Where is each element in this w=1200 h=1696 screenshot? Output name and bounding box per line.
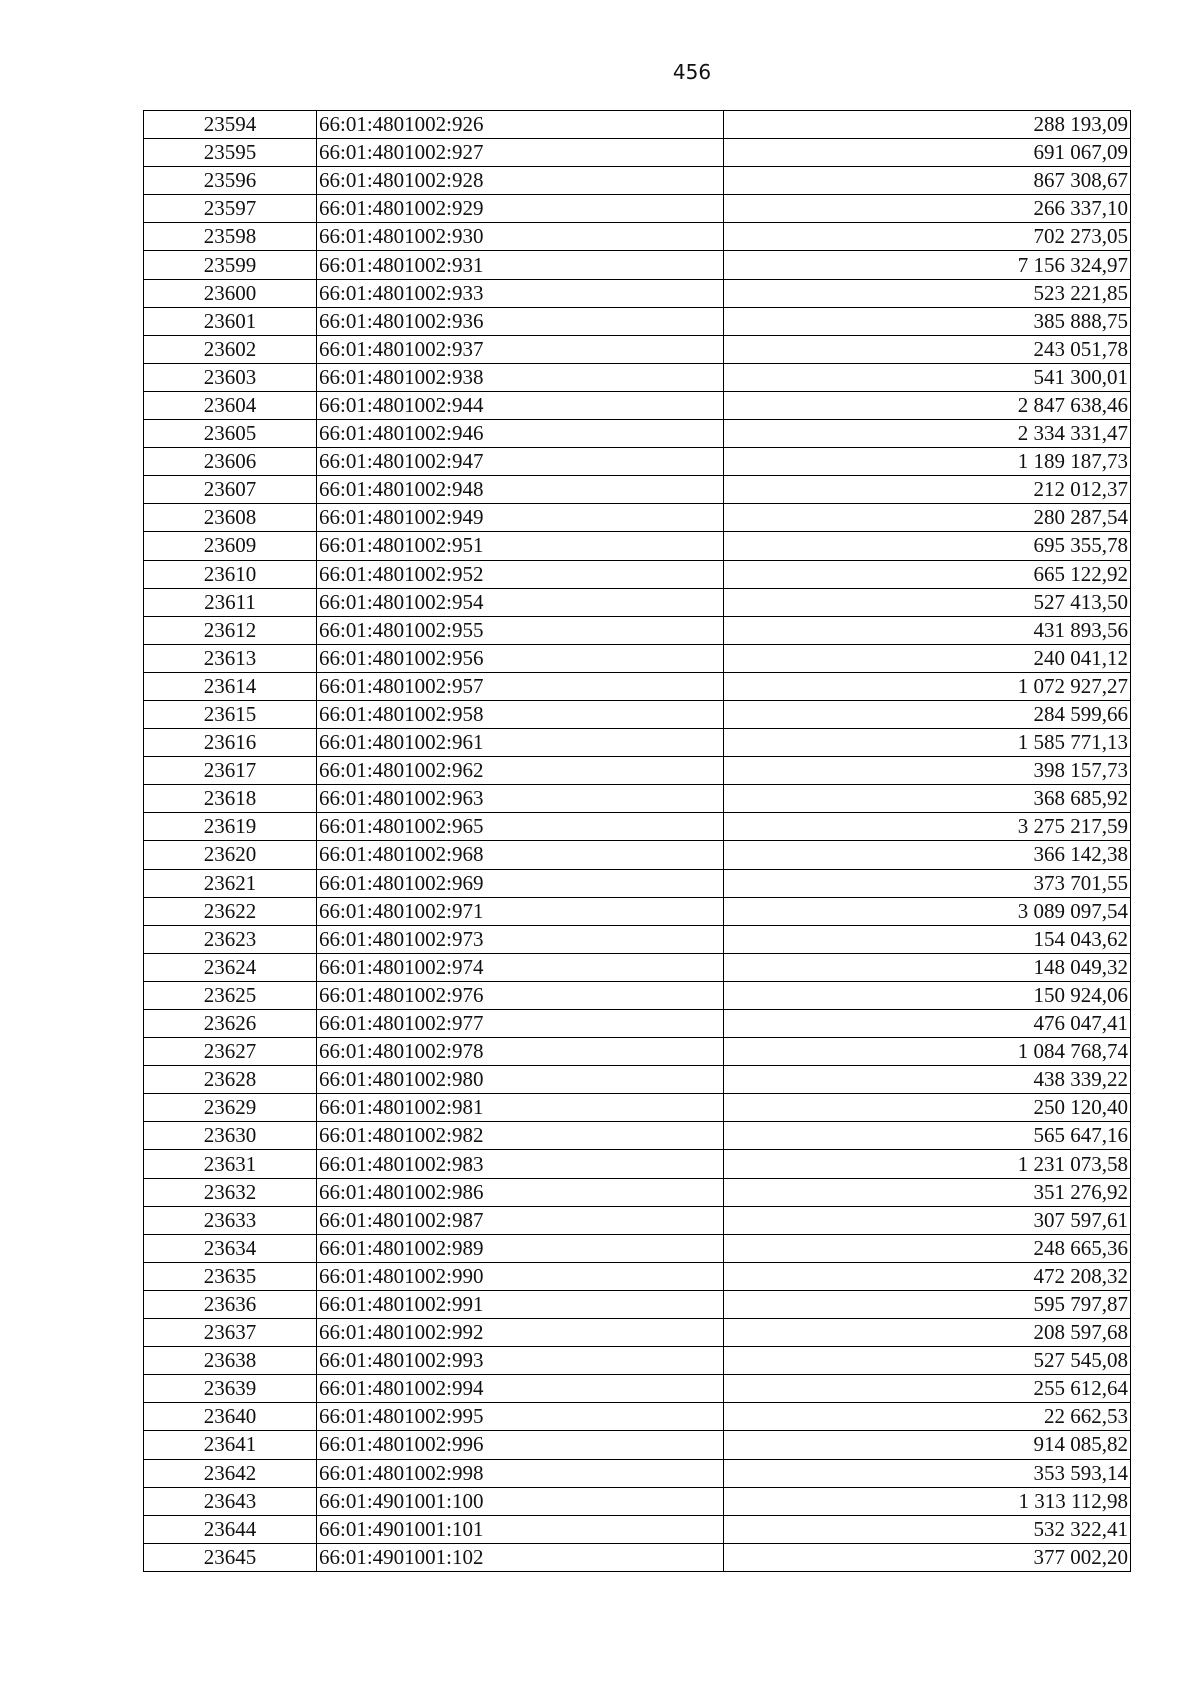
- row-number-cell: 23613: [144, 644, 317, 672]
- value-cell: 914 085,82: [724, 1431, 1131, 1459]
- cadastral-number-cell: 66:01:4801002:949: [317, 504, 724, 532]
- cadastral-number-cell: 66:01:4801002:980: [317, 1066, 724, 1094]
- cadastral-number-cell: 66:01:4801002:987: [317, 1206, 724, 1234]
- row-number-cell: 23639: [144, 1375, 317, 1403]
- value-cell: 695 355,78: [724, 532, 1131, 560]
- value-cell: 595 797,87: [724, 1290, 1131, 1318]
- value-cell: 527 545,08: [724, 1347, 1131, 1375]
- table-body: [144, 111, 1131, 1572]
- row-number-cell: 23642: [144, 1459, 317, 1487]
- value-cell: 472 208,32: [724, 1262, 1131, 1290]
- cadastral-number-cell: 66:01:4801002:968: [317, 841, 724, 869]
- value-cell: 1 084 768,74: [724, 1038, 1131, 1066]
- row-number-cell: 23620: [144, 841, 317, 869]
- row-number-cell: 23600: [144, 279, 317, 307]
- cadastral-number-cell: 66:01:4801002:965: [317, 813, 724, 841]
- row-number-cell: 23611: [144, 588, 317, 616]
- row-number-cell: 23644: [144, 1515, 317, 1543]
- table-row: [144, 953, 1131, 981]
- cadastral-number-cell: 66:01:4801002:986: [317, 1178, 724, 1206]
- cadastral-number-cell: 66:01:4801002:926: [317, 111, 724, 139]
- cadastral-number-cell: 66:01:4801002:969: [317, 869, 724, 897]
- cadastral-number-cell: 66:01:4801002:998: [317, 1459, 724, 1487]
- value-cell: 154 043,62: [724, 925, 1131, 953]
- row-number-cell: 23633: [144, 1206, 317, 1234]
- value-cell: 373 701,55: [724, 869, 1131, 897]
- table-row: [144, 729, 1131, 757]
- cadastral-number-cell: 66:01:4801002:981: [317, 1094, 724, 1122]
- cadastral-number-cell: 66:01:4801002:947: [317, 448, 724, 476]
- value-cell: 266 337,10: [724, 195, 1131, 223]
- cadastral-number-cell: 66:01:4801002:971: [317, 897, 724, 925]
- value-cell: 240 041,12: [724, 644, 1131, 672]
- row-number-cell: 23606: [144, 448, 317, 476]
- row-number-cell: 23610: [144, 560, 317, 588]
- value-cell: 3 275 217,59: [724, 813, 1131, 841]
- table-row: [144, 1038, 1131, 1066]
- value-cell: 377 002,20: [724, 1543, 1131, 1571]
- cadastral-number-cell: 66:01:4801002:958: [317, 700, 724, 728]
- value-cell: 532 322,41: [724, 1515, 1131, 1543]
- row-number-cell: 23622: [144, 897, 317, 925]
- value-cell: 476 047,41: [724, 1010, 1131, 1038]
- cadastral-number-cell: 66:01:4801002:983: [317, 1150, 724, 1178]
- cadastral-number-cell: 66:01:4801002:961: [317, 729, 724, 757]
- table-row: [144, 925, 1131, 953]
- value-cell: 438 339,22: [724, 1066, 1131, 1094]
- cadastral-number-cell: 66:01:4801002:991: [317, 1290, 724, 1318]
- table-row: [144, 223, 1131, 251]
- table-row: [144, 363, 1131, 391]
- table-row: [144, 251, 1131, 279]
- value-cell: 565 647,16: [724, 1122, 1131, 1150]
- cadastral-number-cell: 66:01:4801002:948: [317, 476, 724, 504]
- row-number-cell: 23596: [144, 167, 317, 195]
- cadastral-number-cell: 66:01:4801002:973: [317, 925, 724, 953]
- cadastral-number-cell: 66:01:4801002:962: [317, 757, 724, 785]
- value-cell: 22 662,53: [724, 1403, 1131, 1431]
- value-cell: 541 300,01: [724, 363, 1131, 391]
- row-number-cell: 23602: [144, 335, 317, 363]
- value-cell: 255 612,64: [724, 1375, 1131, 1403]
- table-row: [144, 335, 1131, 363]
- value-cell: 148 049,32: [724, 953, 1131, 981]
- row-number-cell: 23594: [144, 111, 317, 139]
- value-cell: 248 665,36: [724, 1234, 1131, 1262]
- table-row: [144, 1290, 1131, 1318]
- value-cell: 1 313 112,98: [724, 1487, 1131, 1515]
- table-row: [144, 644, 1131, 672]
- cadastral-number-cell: 66:01:4801002:936: [317, 307, 724, 335]
- cadastral-number-cell: 66:01:4801002:978: [317, 1038, 724, 1066]
- cadastral-number-cell: 66:01:4801002:994: [317, 1375, 724, 1403]
- table-row: [144, 195, 1131, 223]
- row-number-cell: 23608: [144, 504, 317, 532]
- cadastral-number-cell: 66:01:4801002:996: [317, 1431, 724, 1459]
- cadastral-number-cell: 66:01:4801002:938: [317, 363, 724, 391]
- table-row: [144, 785, 1131, 813]
- table-row: [144, 700, 1131, 728]
- row-number-cell: 23595: [144, 139, 317, 167]
- table-row: [144, 307, 1131, 335]
- cadastral-number-cell: 66:01:4801002:933: [317, 279, 724, 307]
- row-number-cell: 23645: [144, 1543, 317, 1571]
- cadastral-number-cell: 66:01:4801002:977: [317, 1010, 724, 1038]
- cadastral-number-cell: 66:01:4801002:944: [317, 391, 724, 419]
- cadastral-number-cell: 66:01:4901001:102: [317, 1543, 724, 1571]
- table-row: [144, 1178, 1131, 1206]
- row-number-cell: 23626: [144, 1010, 317, 1038]
- table-row: [144, 391, 1131, 419]
- row-number-cell: 23643: [144, 1487, 317, 1515]
- table-row: [144, 1403, 1131, 1431]
- cadastral-number-cell: 66:01:4801002:982: [317, 1122, 724, 1150]
- value-cell: 1 231 073,58: [724, 1150, 1131, 1178]
- table-row: [144, 1206, 1131, 1234]
- table-row: [144, 1347, 1131, 1375]
- value-cell: 243 051,78: [724, 335, 1131, 363]
- row-number-cell: 23638: [144, 1347, 317, 1375]
- value-cell: 527 413,50: [724, 588, 1131, 616]
- row-number-cell: 23636: [144, 1290, 317, 1318]
- row-number-cell: 23616: [144, 729, 317, 757]
- table-row: [144, 167, 1131, 195]
- table-row: [144, 981, 1131, 1009]
- row-number-cell: 23631: [144, 1150, 317, 1178]
- value-cell: 702 273,05: [724, 223, 1131, 251]
- row-number-cell: 23617: [144, 757, 317, 785]
- row-number-cell: 23598: [144, 223, 317, 251]
- cadastral-number-cell: 66:01:4801002:930: [317, 223, 724, 251]
- value-cell: 867 308,67: [724, 167, 1131, 195]
- value-cell: 431 893,56: [724, 616, 1131, 644]
- value-cell: 351 276,92: [724, 1178, 1131, 1206]
- cadastral-number-cell: 66:01:4801002:927: [317, 139, 724, 167]
- value-cell: 665 122,92: [724, 560, 1131, 588]
- table-row: [144, 111, 1131, 139]
- value-cell: 150 924,06: [724, 981, 1131, 1009]
- table-row: [144, 1010, 1131, 1038]
- row-number-cell: 23619: [144, 813, 317, 841]
- row-number-cell: 23597: [144, 195, 317, 223]
- table-row: [144, 841, 1131, 869]
- table-row: [144, 1262, 1131, 1290]
- table-row: [144, 448, 1131, 476]
- table-row: [144, 813, 1131, 841]
- row-number-cell: 23618: [144, 785, 317, 813]
- table-row: [144, 532, 1131, 560]
- table-row: [144, 1319, 1131, 1347]
- table-row: [144, 1094, 1131, 1122]
- row-number-cell: 23623: [144, 925, 317, 953]
- cadastral-number-cell: 66:01:4801002:955: [317, 616, 724, 644]
- cadastral-number-cell: 66:01:4801002:993: [317, 1347, 724, 1375]
- data-table: [143, 110, 1131, 1572]
- cadastral-number-cell: 66:01:4801002:946: [317, 420, 724, 448]
- value-cell: 3 089 097,54: [724, 897, 1131, 925]
- cadastral-number-cell: 66:01:4801002:952: [317, 560, 724, 588]
- row-number-cell: 23640: [144, 1403, 317, 1431]
- cadastral-number-cell: 66:01:4801002:931: [317, 251, 724, 279]
- table-row: [144, 476, 1131, 504]
- row-number-cell: 23635: [144, 1262, 317, 1290]
- table-row: [144, 1150, 1131, 1178]
- cadastral-number-cell: 66:01:4801002:976: [317, 981, 724, 1009]
- row-number-cell: 23627: [144, 1038, 317, 1066]
- table-row: [144, 1487, 1131, 1515]
- row-number-cell: 23630: [144, 1122, 317, 1150]
- row-number-cell: 23609: [144, 532, 317, 560]
- cadastral-number-cell: 66:01:4801002:957: [317, 672, 724, 700]
- cadastral-number-cell: 66:01:4801002:990: [317, 1262, 724, 1290]
- table-row: [144, 560, 1131, 588]
- value-cell: 1 072 927,27: [724, 672, 1131, 700]
- value-cell: 691 067,09: [724, 139, 1131, 167]
- table-row: [144, 1122, 1131, 1150]
- value-cell: 212 012,37: [724, 476, 1131, 504]
- table-row: [144, 616, 1131, 644]
- value-cell: 2 847 638,46: [724, 391, 1131, 419]
- value-cell: 208 597,68: [724, 1319, 1131, 1347]
- table-row: [144, 420, 1131, 448]
- row-number-cell: 23625: [144, 981, 317, 1009]
- value-cell: 7 156 324,97: [724, 251, 1131, 279]
- table-row: [144, 139, 1131, 167]
- row-number-cell: 23641: [144, 1431, 317, 1459]
- value-cell: 284 599,66: [724, 700, 1131, 728]
- table-row: [144, 1459, 1131, 1487]
- row-number-cell: 23601: [144, 307, 317, 335]
- value-cell: 307 597,61: [724, 1206, 1131, 1234]
- value-cell: 250 120,40: [724, 1094, 1131, 1122]
- cadastral-number-cell: 66:01:4801002:951: [317, 532, 724, 560]
- value-cell: 280 287,54: [724, 504, 1131, 532]
- row-number-cell: 23607: [144, 476, 317, 504]
- table-row: [144, 279, 1131, 307]
- value-cell: 523 221,85: [724, 279, 1131, 307]
- row-number-cell: 23615: [144, 700, 317, 728]
- table-row: [144, 757, 1131, 785]
- cadastral-number-cell: 66:01:4801002:929: [317, 195, 724, 223]
- row-number-cell: 23629: [144, 1094, 317, 1122]
- row-number-cell: 23632: [144, 1178, 317, 1206]
- cadastral-number-cell: 66:01:4801002:956: [317, 644, 724, 672]
- cadastral-number-cell: 66:01:4801002:928: [317, 167, 724, 195]
- value-cell: 288 193,09: [724, 111, 1131, 139]
- value-cell: 385 888,75: [724, 307, 1131, 335]
- row-number-cell: 23634: [144, 1234, 317, 1262]
- value-cell: 1 585 771,13: [724, 729, 1131, 757]
- table-row: [144, 897, 1131, 925]
- table-row: [144, 672, 1131, 700]
- cadastral-number-cell: 66:01:4801002:995: [317, 1403, 724, 1431]
- value-cell: 398 157,73: [724, 757, 1131, 785]
- table-row: [144, 588, 1131, 616]
- cadastral-number-cell: 66:01:4801002:989: [317, 1234, 724, 1262]
- table-row: [144, 1375, 1131, 1403]
- row-number-cell: 23621: [144, 869, 317, 897]
- table-row: [144, 1543, 1131, 1571]
- cadastral-number-cell: 66:01:4801002:937: [317, 335, 724, 363]
- value-cell: 368 685,92: [724, 785, 1131, 813]
- page-number: 456: [672, 60, 712, 84]
- row-number-cell: 23624: [144, 953, 317, 981]
- table-row: [144, 1515, 1131, 1543]
- table-row: [144, 1431, 1131, 1459]
- value-cell: 366 142,38: [724, 841, 1131, 869]
- value-cell: 2 334 331,47: [724, 420, 1131, 448]
- row-number-cell: 23605: [144, 420, 317, 448]
- row-number-cell: 23612: [144, 616, 317, 644]
- cadastral-number-cell: 66:01:4801002:963: [317, 785, 724, 813]
- table-row: [144, 1234, 1131, 1262]
- cadastral-number-cell: 66:01:4801002:992: [317, 1319, 724, 1347]
- cadastral-number-cell: 66:01:4901001:100: [317, 1487, 724, 1515]
- row-number-cell: 23603: [144, 363, 317, 391]
- value-cell: 353 593,14: [724, 1459, 1131, 1487]
- cadastral-number-cell: 66:01:4801002:974: [317, 953, 724, 981]
- table-row: [144, 1066, 1131, 1094]
- row-number-cell: 23604: [144, 391, 317, 419]
- value-cell: 1 189 187,73: [724, 448, 1131, 476]
- row-number-cell: 23599: [144, 251, 317, 279]
- cadastral-number-cell: 66:01:4801002:954: [317, 588, 724, 616]
- row-number-cell: 23628: [144, 1066, 317, 1094]
- table-row: [144, 504, 1131, 532]
- row-number-cell: 23637: [144, 1319, 317, 1347]
- row-number-cell: 23614: [144, 672, 317, 700]
- cadastral-number-cell: 66:01:4901001:101: [317, 1515, 724, 1543]
- table-row: [144, 869, 1131, 897]
